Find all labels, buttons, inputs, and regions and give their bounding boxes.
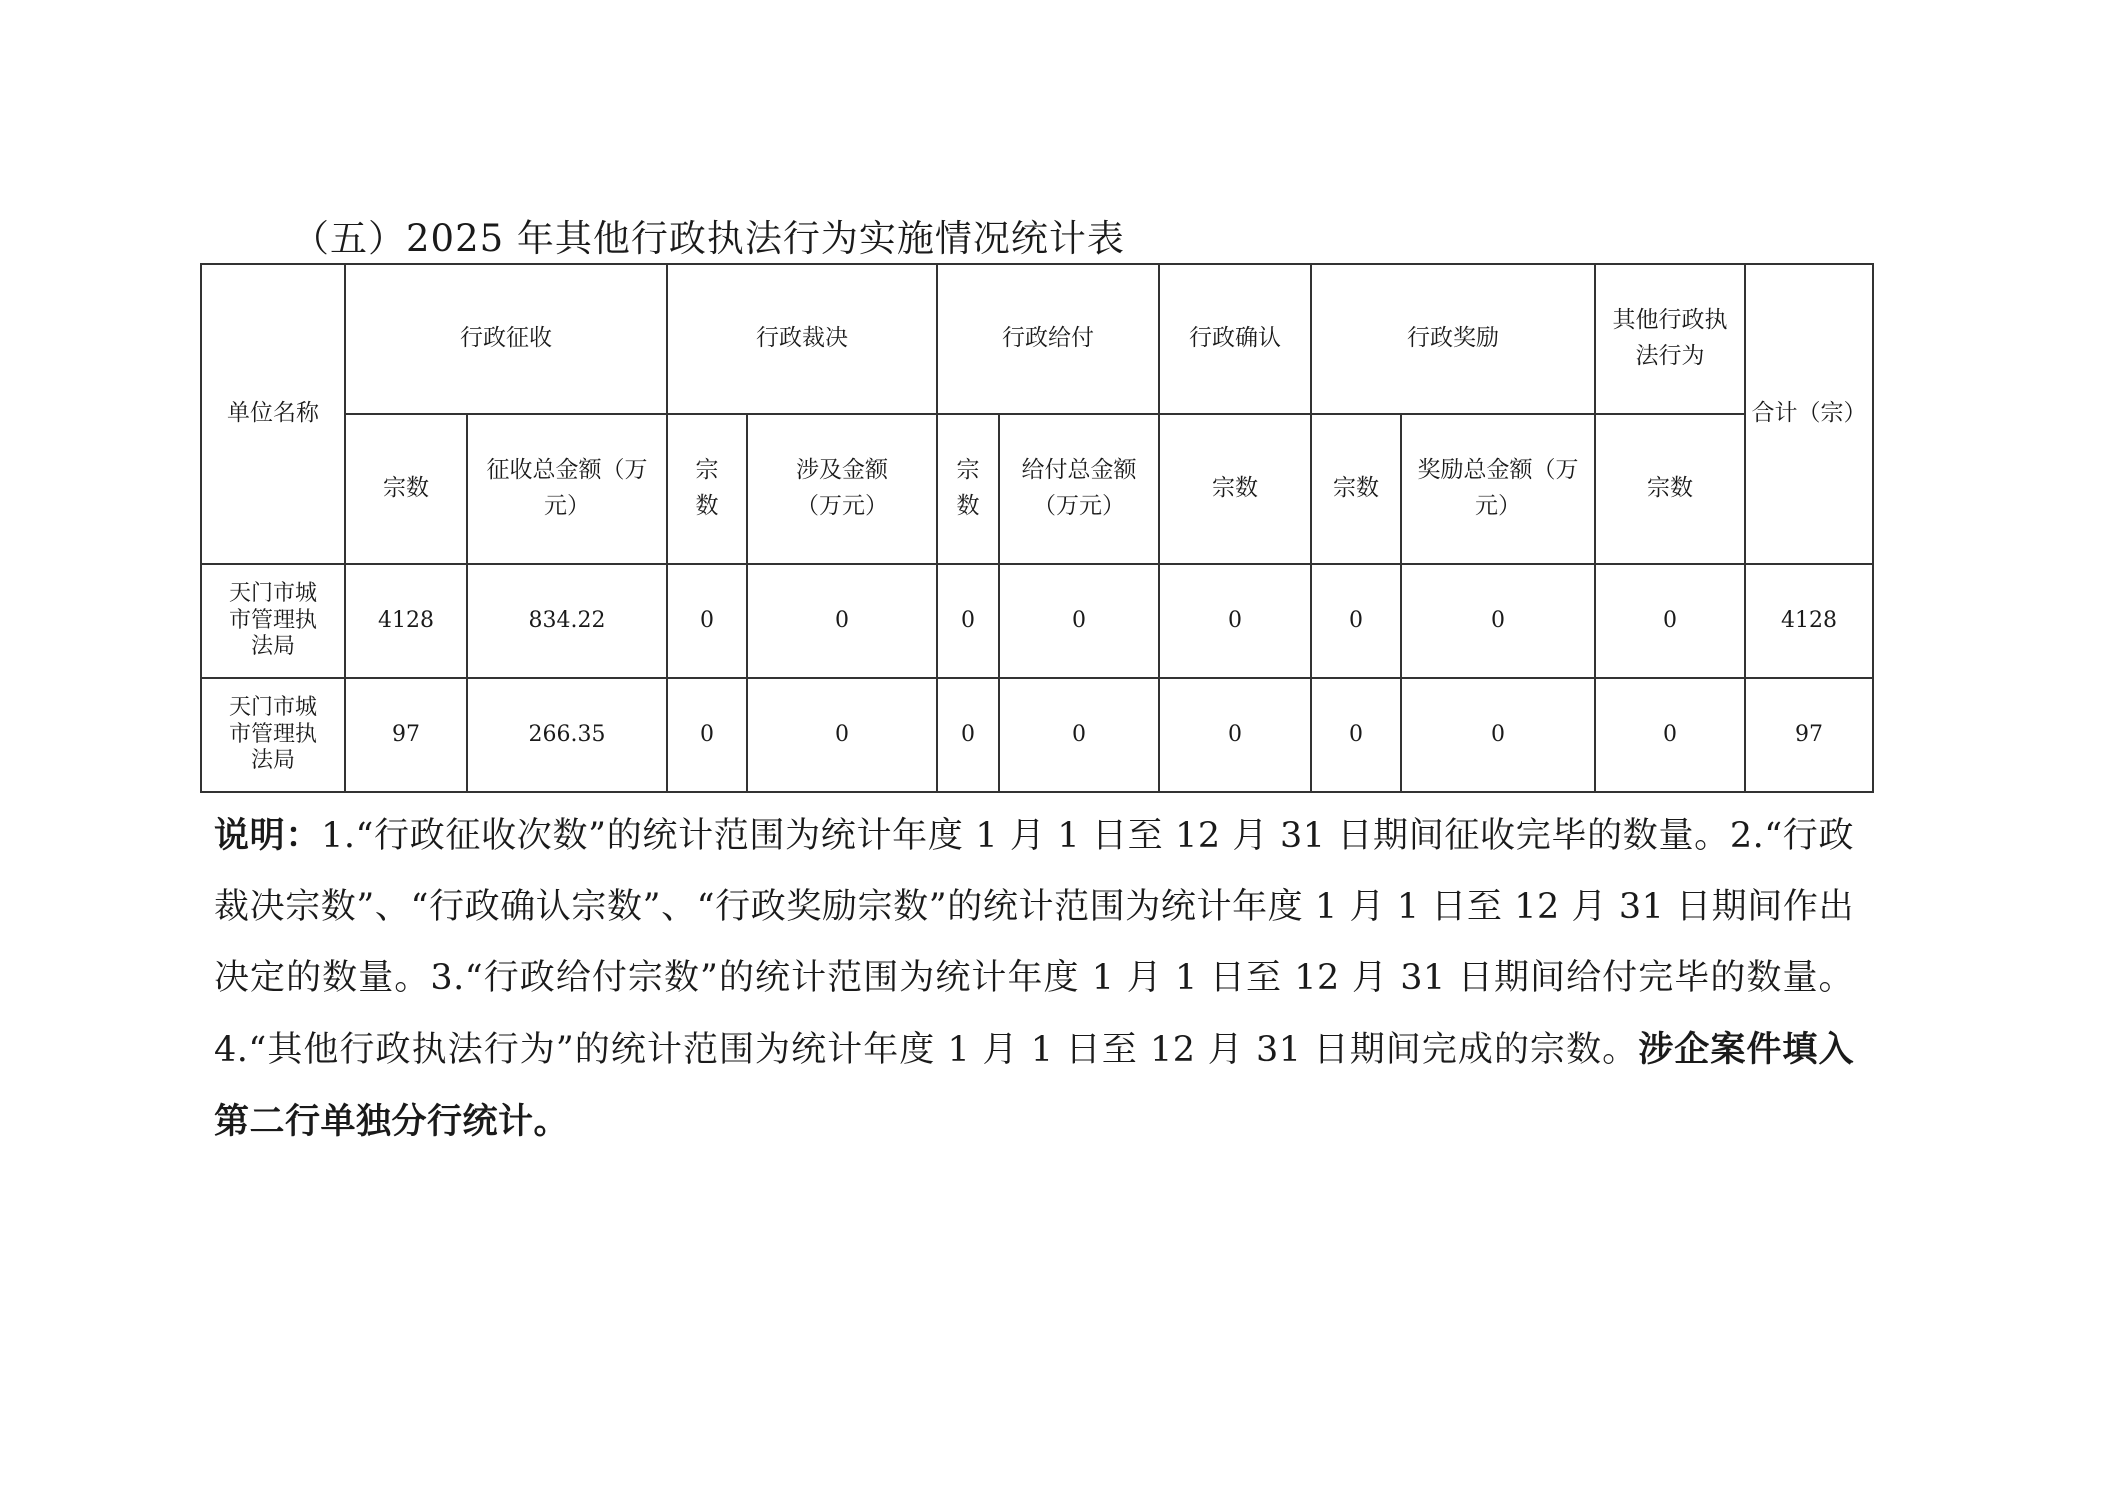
header-row-groups <box>201 264 1873 414</box>
header-collection-amount-label: 征收总金额（万元） <box>486 457 648 519</box>
cell-confirmation-count: 0 <box>1159 678 1311 792</box>
cell-other-count: 0 <box>1595 564 1745 678</box>
cell-reward-amount: 0 <box>1401 678 1595 792</box>
note-body: 1.“行政征收次数”的统计范围为统计年度 1 月 1 日至 12 月 31 日期间征收完毕的数量。2.“行政裁决宗数”、“行政确认宗数”、“行政奖励宗数”的统计范围为统计年度 1 月 1 日至 12 月 31 日期间作出决定的数量。3.“行政给付宗数”的统计范围为统计年度 1 月 1 日至 12 月 31 日期间给付完毕的数量。4.“其他行政执法行为”的统计范围为统计年度 1 月 1 日至 12 月 31 日期间完成的宗数。 <box>214 816 1854 1070</box>
cell-payment-count: 0 <box>937 678 999 792</box>
header-collection-amount <box>467 414 667 564</box>
statistics-table <box>200 263 1874 793</box>
cell-unit-label: 天门市城市管理执法局 <box>228 581 317 660</box>
header-payment: 行政给付 <box>937 264 1159 414</box>
cell-reward-amount: 0 <box>1401 564 1595 678</box>
table-title: （五）2025 年其他行政执法行为实施情况统计表 <box>292 217 1125 260</box>
header-confirmation-count: 宗数 <box>1159 414 1311 564</box>
cell-total: 97 <box>1745 678 1873 792</box>
cell-collection-amount: 834.22 <box>467 564 667 678</box>
header-row-sub <box>201 414 1873 564</box>
cell-unit-label: 天门市城市管理执法局 <box>228 695 317 774</box>
cell-collection-amount: 266.35 <box>467 678 667 792</box>
header-payment-count-label: 宗数 <box>956 457 980 519</box>
header-reward-amount <box>1401 414 1595 564</box>
header-ruling-amount-label: 涉及金额（万元） <box>796 457 888 519</box>
cell-unit <box>201 678 345 792</box>
header-payment-count <box>937 414 999 564</box>
table-row <box>201 678 1873 792</box>
cell-total: 4128 <box>1745 564 1873 678</box>
cell-collection-count: 4128 <box>345 564 467 678</box>
header-other-label: 其他行政执法行为 <box>1612 307 1728 369</box>
explanatory-note <box>214 800 1854 1158</box>
cell-ruling-amount: 0 <box>747 564 937 678</box>
table-row <box>201 564 1873 678</box>
cell-ruling-amount: 0 <box>747 678 937 792</box>
header-payment-amount <box>999 414 1159 564</box>
header-payment-amount-label: 给付总金额（万元） <box>1021 457 1137 519</box>
header-reward: 行政奖励 <box>1311 264 1595 414</box>
note-emphasis: 涉企案件填入第二行单独分行统计。 <box>214 1029 1854 1142</box>
header-unit-name: 单位名称 <box>201 264 345 564</box>
header-reward-count: 宗数 <box>1311 414 1401 564</box>
cell-ruling-count: 0 <box>667 678 747 792</box>
header-ruling-count-label: 宗数 <box>695 457 719 519</box>
cell-reward-count: 0 <box>1311 564 1401 678</box>
header-other <box>1595 264 1745 414</box>
header-reward-amount-label: 奖励总金额（万元） <box>1417 457 1579 519</box>
note-label: 说明： <box>214 815 322 856</box>
cell-ruling-count: 0 <box>667 564 747 678</box>
cell-payment-amount: 0 <box>999 564 1159 678</box>
header-confirmation: 行政确认 <box>1159 264 1311 414</box>
header-ruling: 行政裁决 <box>667 264 937 414</box>
header-ruling-count <box>667 414 747 564</box>
cell-confirmation-count: 0 <box>1159 564 1311 678</box>
header-other-count: 宗数 <box>1595 414 1745 564</box>
header-collection-count: 宗数 <box>345 414 467 564</box>
header-ruling-amount <box>747 414 937 564</box>
cell-collection-count: 97 <box>345 678 467 792</box>
cell-payment-count: 0 <box>937 564 999 678</box>
cell-unit <box>201 564 345 678</box>
cell-other-count: 0 <box>1595 678 1745 792</box>
header-total: 合计（宗） <box>1745 264 1873 564</box>
cell-payment-amount: 0 <box>999 678 1159 792</box>
cell-reward-count: 0 <box>1311 678 1401 792</box>
header-collection: 行政征收 <box>345 264 667 414</box>
